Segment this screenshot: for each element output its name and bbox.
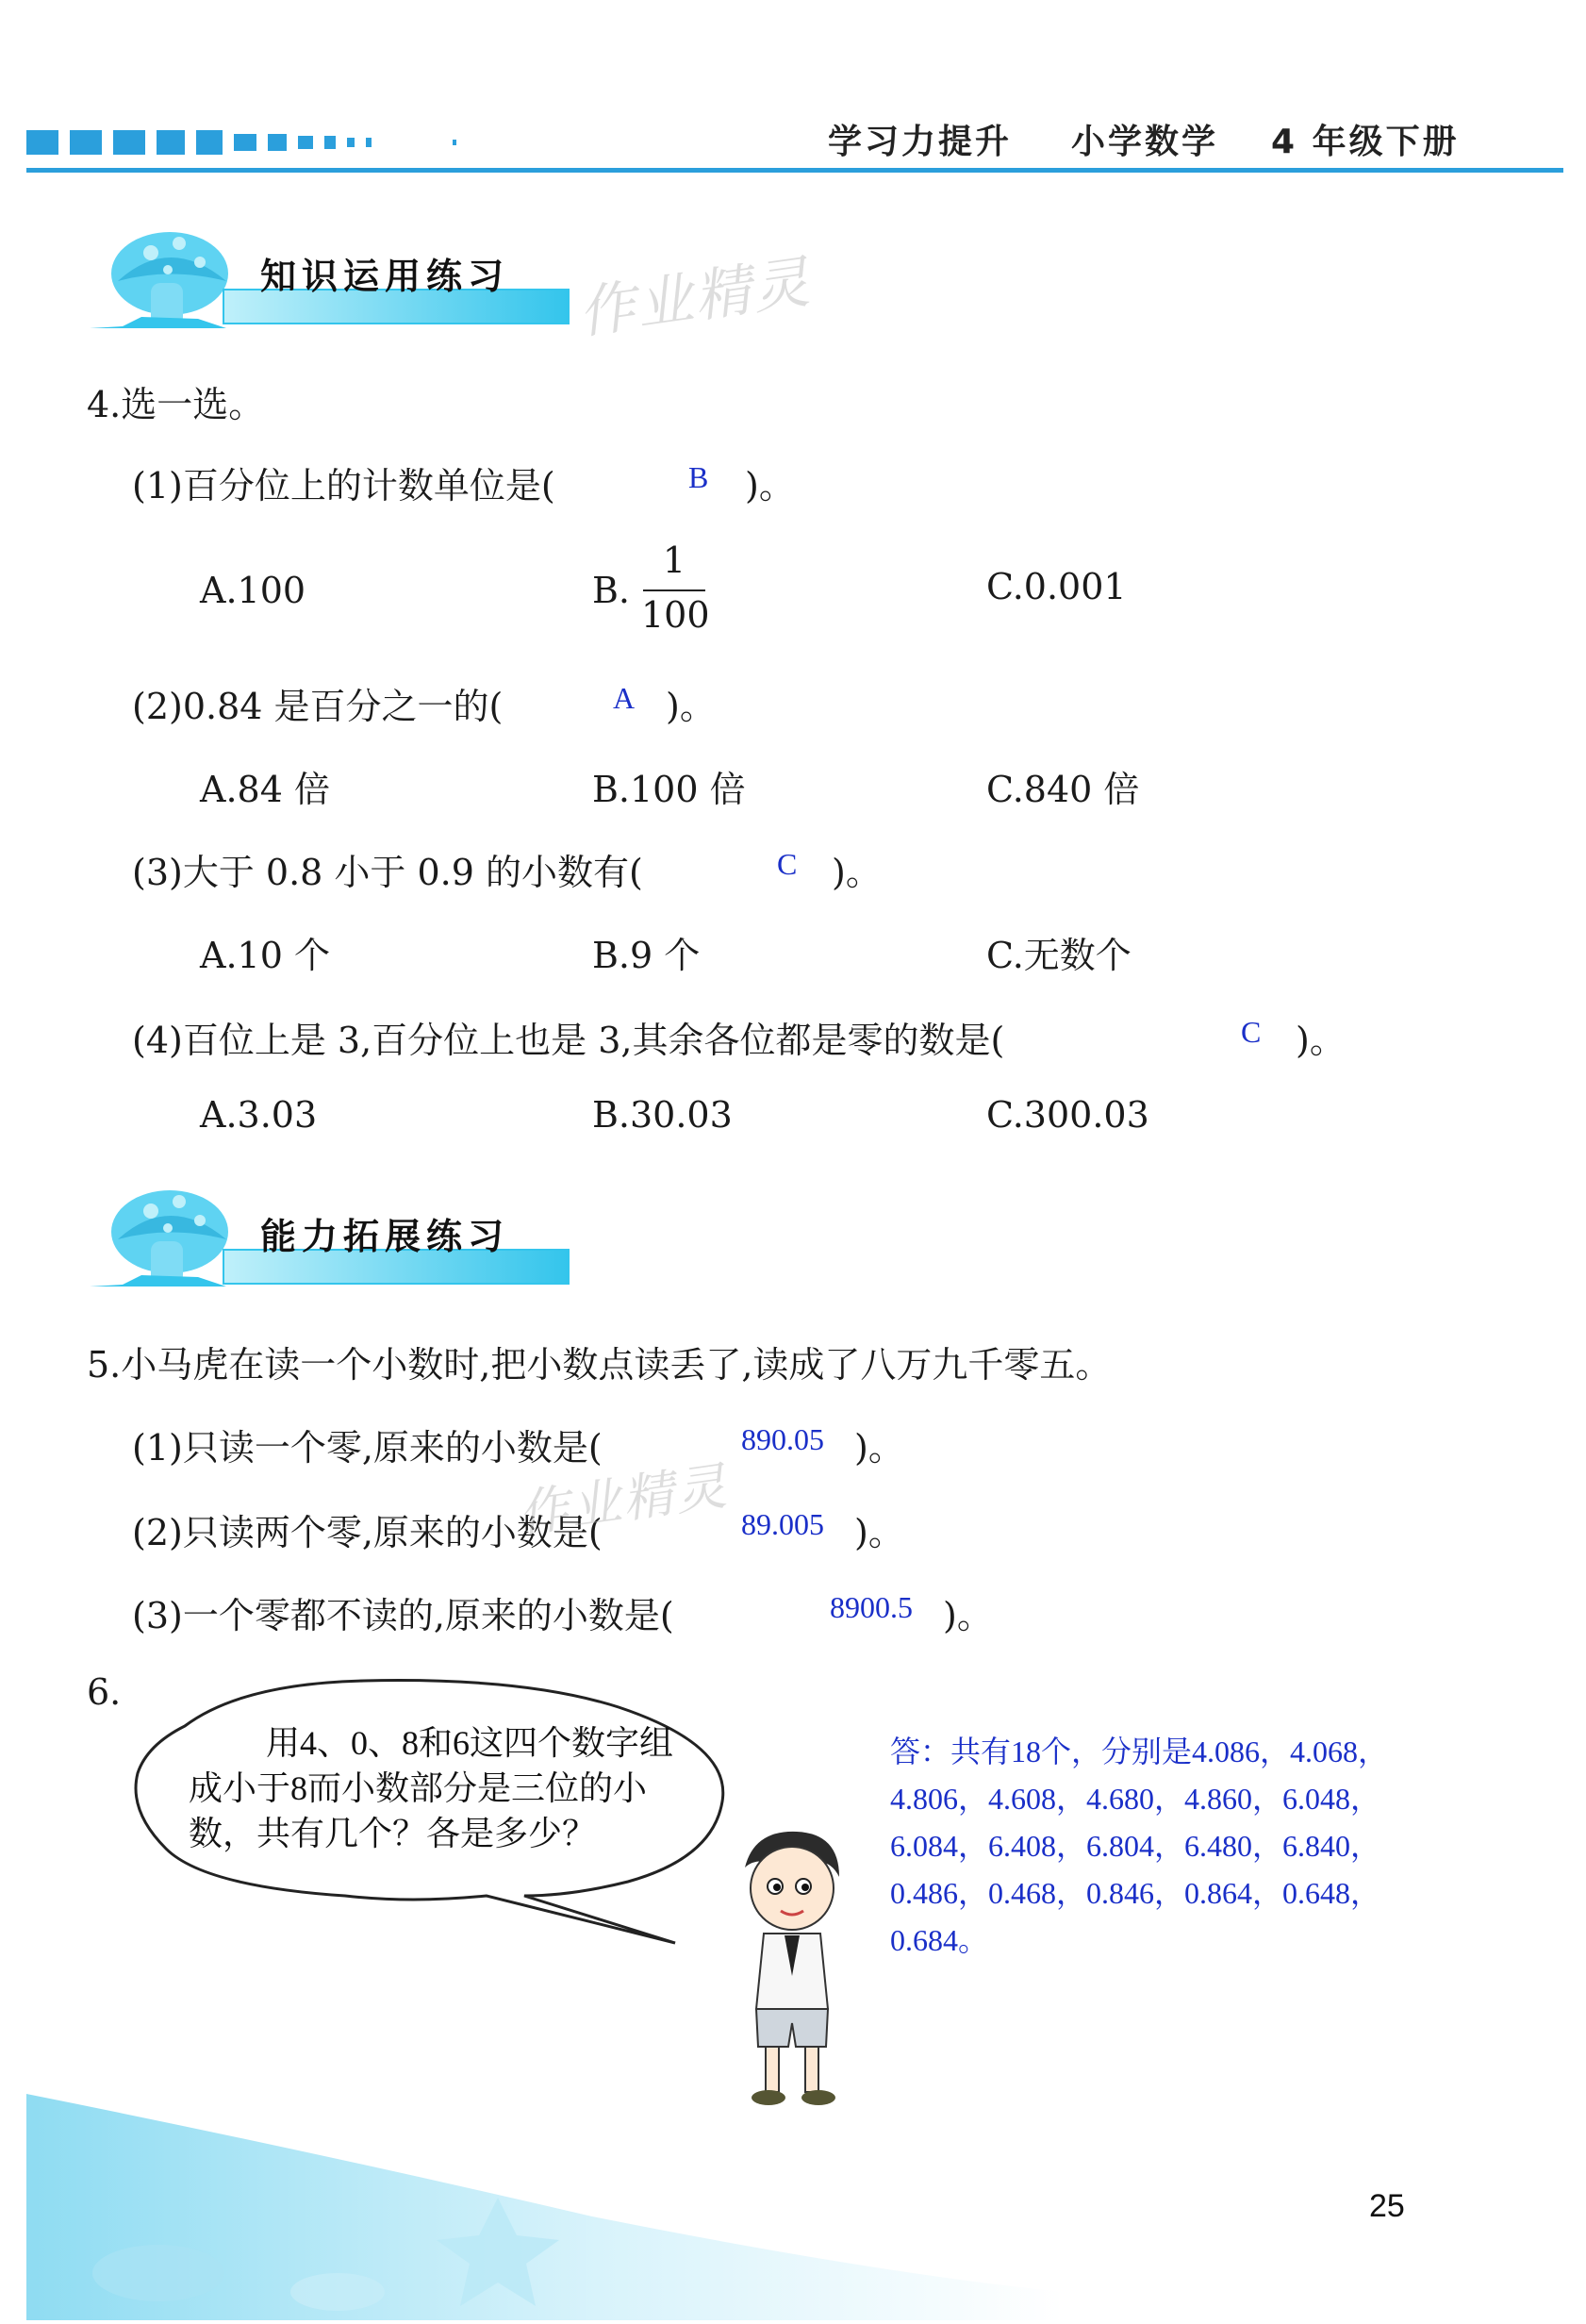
q5-sub2-close: )。 <box>854 1512 904 1553</box>
q4-sub2-opt-b: B.100 倍 <box>592 769 746 810</box>
watermark: 作业精灵 <box>514 1455 732 1545</box>
watermark: 作业精灵 <box>574 249 816 347</box>
q4-sub1-opt-b-numerator: 1 <box>662 540 686 581</box>
q4-sub1: (1)百分位上的计数单位是( <box>132 465 555 506</box>
q4-sub2-close: )。 <box>666 686 716 727</box>
q4-sub2: (2)0.84 是百分之一的( <box>132 686 504 727</box>
q5-sub1-answer: 890.05 <box>741 1422 824 1456</box>
q5-sub2: (2)只读两个零,原来的小数是( <box>132 1512 603 1553</box>
q4-sub2-answer: A <box>613 681 636 715</box>
q5-sub2-answer: 89.005 <box>741 1507 824 1541</box>
q4-sub4: (4)百位上是 3,百分位上也是 3,其余各位都是零的数是( <box>132 1020 1005 1061</box>
section1-title: 知识运用练习 <box>260 256 510 297</box>
bubble-line-2: 成小于8而小数部分是三位的小 <box>189 1769 648 1807</box>
mushroom-icon <box>85 215 236 338</box>
q4-sub1-opt-b-denominator: 100 <box>641 594 710 636</box>
header-rule <box>26 168 1563 173</box>
q5-sub3: (3)一个零都不读的,原来的小数是( <box>132 1595 674 1636</box>
q4-sub4-close: )。 <box>1296 1020 1346 1061</box>
q4-sub3-answer: C <box>777 847 798 881</box>
mushroom-icon <box>85 1173 236 1296</box>
q4-sub3: (3)大于 0.8 小于 0.9 的小数有( <box>132 852 643 893</box>
q5-stem: 5.小马虎在读一个小数时,把小数点读丢了,读成了八万九千零五。 <box>87 1344 1112 1386</box>
q4-sub3-opt-c: C.无数个 <box>986 935 1132 976</box>
q4-sub1-answer: B <box>688 460 709 494</box>
q4-sub3-close: )。 <box>832 852 882 893</box>
q5-sub1: (1)只读一个零,原来的小数是( <box>132 1427 603 1469</box>
q4-sub1-opt-b-prefix: B. <box>592 570 631 611</box>
seabed-decoration <box>26 2056 1563 2320</box>
header-decoration <box>26 121 470 164</box>
fraction-bar <box>643 589 705 591</box>
book-title: 学习力提升 <box>828 123 1013 161</box>
bubble-line-3: 数，共有几个？各是多少？ <box>189 1815 597 1852</box>
q5-sub3-close: )。 <box>943 1595 993 1636</box>
subject-title: 小学数学 <box>1071 123 1219 161</box>
q4-stem: 4.选一选。 <box>87 384 265 425</box>
q4-sub2-opt-c: C.840 倍 <box>986 769 1140 810</box>
q4-sub4-opt-b: B.30.03 <box>592 1094 733 1136</box>
q6-answer <box>890 1728 1446 1964</box>
q6-answer-line: 0.684。 <box>890 1923 989 1957</box>
q6-answer-line: 6.084，6.408，6.804，6.480，6.840， <box>890 1829 1381 1863</box>
section2-title: 能力拓展练习 <box>260 1216 510 1257</box>
page-number: 25 <box>1369 2188 1405 2224</box>
q4-sub1-opt-a: A.100 <box>200 570 306 611</box>
q6-answer-line: 4.806，4.608，4.680，4.860，6.048， <box>890 1782 1381 1816</box>
q4-sub4-answer: C <box>1241 1015 1262 1049</box>
grade-title: 4 年级下册 <box>1271 123 1460 161</box>
q4-sub1-opt-c: C.0.001 <box>986 566 1127 607</box>
q4-sub2-opt-a: A.84 倍 <box>200 769 330 810</box>
q4-sub4-opt-c: C.300.03 <box>986 1094 1149 1136</box>
q6-answer-line: 0.486，0.468，0.846，0.864，0.648， <box>890 1876 1381 1910</box>
q6-number: 6. <box>87 1671 122 1713</box>
q4-sub3-opt-a: A.10 个 <box>200 935 330 976</box>
q5-sub3-answer: 8900.5 <box>830 1590 913 1624</box>
bubble-line-1: 用4、0、8和6这四个数字组 <box>266 1724 674 1762</box>
q4-sub3-opt-b: B.9 个 <box>592 935 701 976</box>
q4-sub1-close: )。 <box>745 465 795 506</box>
q5-sub1-close: )。 <box>854 1427 904 1469</box>
q4-sub4-opt-a: A.3.03 <box>200 1094 318 1136</box>
q6-answer-line: 答：共有18个，分别是4.086，4.068， <box>890 1735 1389 1768</box>
